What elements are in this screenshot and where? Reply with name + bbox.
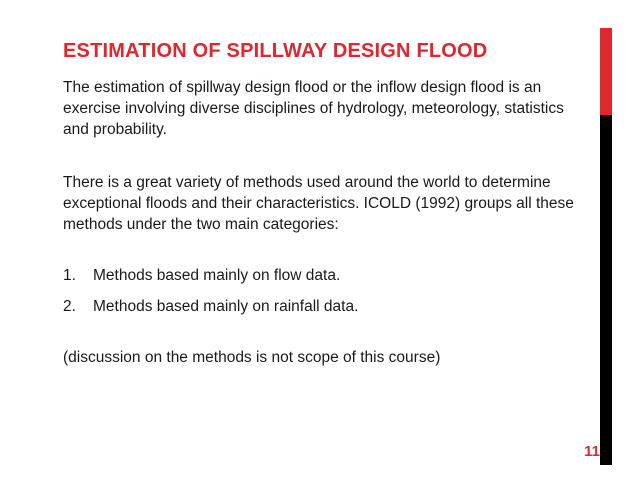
- list-item-text: Methods based mainly on flow data.: [93, 267, 341, 284]
- page-number: 11: [584, 443, 600, 460]
- paragraph-intro: The estimation of spillway design flood or the inflow design flood is an exercise involving diverse disciplines of hydrology, meteorology, statistics and probability.: [63, 79, 564, 138]
- slide-title: ESTIMATION OF SPILLWAY DESIGN FLOOD: [63, 40, 488, 62]
- paragraph-methods: There is a great variety of methods used around the world to determine exceptional floods and their characteristics. ICOLD (1992) groups all these methods under the two main categories:: [63, 174, 574, 233]
- accent-bar-red: [600, 28, 612, 115]
- accent-bar-black: [600, 115, 612, 465]
- list-item-text: Methods based mainly on rainfall data.: [93, 298, 359, 315]
- scope-note: (discussion on the methods is not scope of this course): [63, 349, 441, 366]
- methods-list: [63, 265, 593, 327]
- list-item: [63, 265, 593, 286]
- list-item: [63, 296, 593, 317]
- list-item-number: 1.: [63, 267, 76, 284]
- list-item-number: 2.: [63, 298, 76, 315]
